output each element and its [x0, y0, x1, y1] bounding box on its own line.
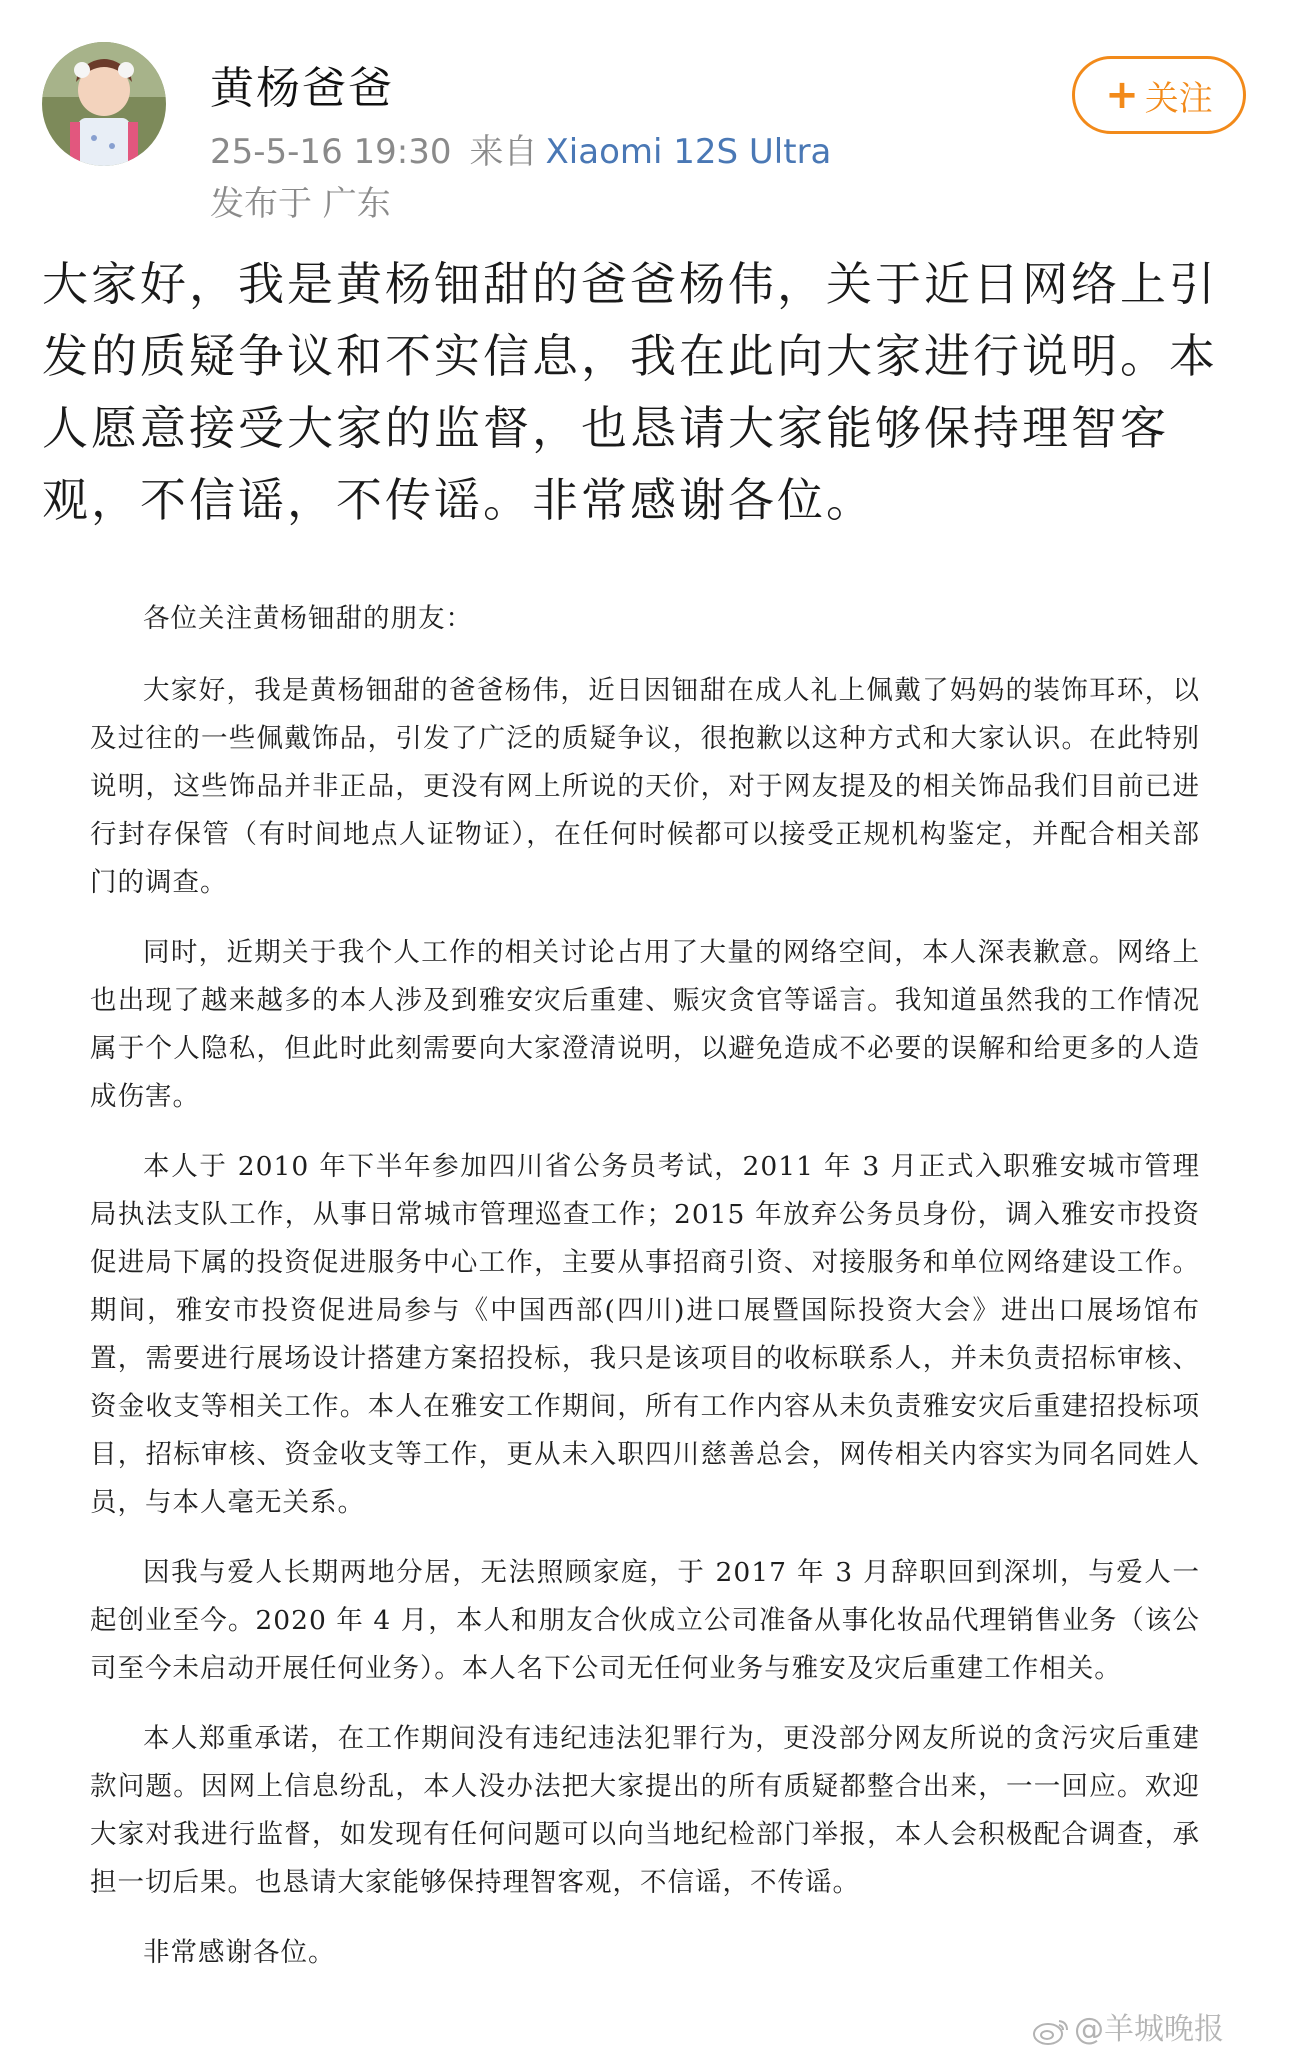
letter-paragraph: 本人郑重承诺，在工作期间没有违纪违法犯罪行为，更没部分网友所说的贪污灾后重建款问题。因网上信息纷乱，本人没办法把大家提出的所有质疑都整合出来，一一回应。欢迎大家对我进行监督，如发现有任何问题可以向当地纪检部门举报，本人会积极配合调查，承担一切后果。也恳请大家能够保持理智客观，不信谣，不传谣。	[90, 1723, 1200, 1898]
letter-greeting: 各位关注黄杨钿甜的朋友：	[143, 603, 473, 634]
post-timestamp: 25-5-16 19:30	[210, 132, 452, 172]
weibo-logo-icon	[1032, 2016, 1070, 2046]
letter-closing: 非常感谢各位。	[143, 1937, 336, 1968]
avatar-image	[42, 42, 166, 166]
plus-icon: +	[1105, 72, 1139, 118]
avatar[interactable]	[42, 42, 166, 166]
source-label: 来自	[469, 132, 538, 172]
post-meta	[210, 124, 831, 173]
letter-paragraph: 同时，近期关于我个人工作的相关讨论占用了大量的网络空间，本人深表歉意。网络上也出现了越来越多的本人涉及到雅安灾后重建、赈灾贪官等谣言。我知道虽然我的工作情况属于个人隐私，但此时此刻需要向大家澄清说明，以避免造成不必要的误解和给更多的人造成伤害。	[90, 937, 1200, 1112]
watermark	[1032, 2004, 1224, 2048]
post-location: 发布于 广东	[210, 184, 391, 224]
letter-paragraph: 因我与爱人长期两地分居，无法照顾家庭，于 2017 年 3 月辞职回到深圳，与爱人一起创业至今。2020 年 4 月，本人和朋友合伙成立公司准备从事化妆品代理销售业务（该公司至今未启动开展任何业务）。本人名下公司无任何业务与雅安及灾后重建工作相关。	[90, 1557, 1200, 1684]
post-text: 大家好，我是黄杨钿甜的爸爸杨伟，关于近日网络上引发的质疑争议和不实信息，我在此向大家进行说明。本人愿意接受大家的监督，也恳请大家能够保持理智客观，不信谣，不传谣。非常感谢各位。	[42, 257, 1218, 527]
watermark-text: @羊城晚报	[1074, 2012, 1224, 2047]
post-header	[0, 0, 1290, 230]
device-link[interactable]: Xiaomi 12S Ultra	[545, 132, 832, 172]
user-name[interactable]: 黄杨爸爸	[210, 63, 394, 114]
letter-paragraph: 大家好，我是黄杨钿甜的爸爸杨伟，近日因钿甜在成人礼上佩戴了妈妈的装饰耳环，以及过往的一些佩戴饰品，引发了广泛的质疑争议，很抱歉以这种方式和大家认识。在此特别说明，这些饰品并非正品，更没有网上所说的天价，对于网友提及的相关饰品我们目前已进行封存保管（有时间地点人证物证），在任何时候都可以接受正规机构鉴定，并配合相关部门的调查。	[90, 675, 1200, 898]
statement-letter-image[interactable]	[90, 595, 1200, 1990]
letter-paragraph: 本人于 2010 年下半年参加四川省公务员考试，2011 年 3 月正式入职雅安城市管理局执法支队工作，从事日常城市管理巡查工作；2015 年放弃公务员身份，调入雅安市投资促进局下属的投资促进服务中心工作，主要从事招商引资、对接服务和单位网络建设工作。期间，雅安市投资促进局参与《中国西部(四川)进口展暨国际投资大会》进出口展场馆布置，需要进行展场设计搭建方案招投标，我只是该项目的收标联系人，并未负责招标审核、资金收支等相关工作。本人在雅安工作期间，所有工作内容从未负责雅安灾后重建招投标项目，招标审核、资金收支等工作，更从未入职四川慈善总会，网传相关内容实为同名同姓人员，与本人毫无关系。	[90, 1151, 1200, 1518]
follow-button[interactable]	[1072, 56, 1246, 134]
follow-button-label: 关注	[1144, 78, 1213, 119]
